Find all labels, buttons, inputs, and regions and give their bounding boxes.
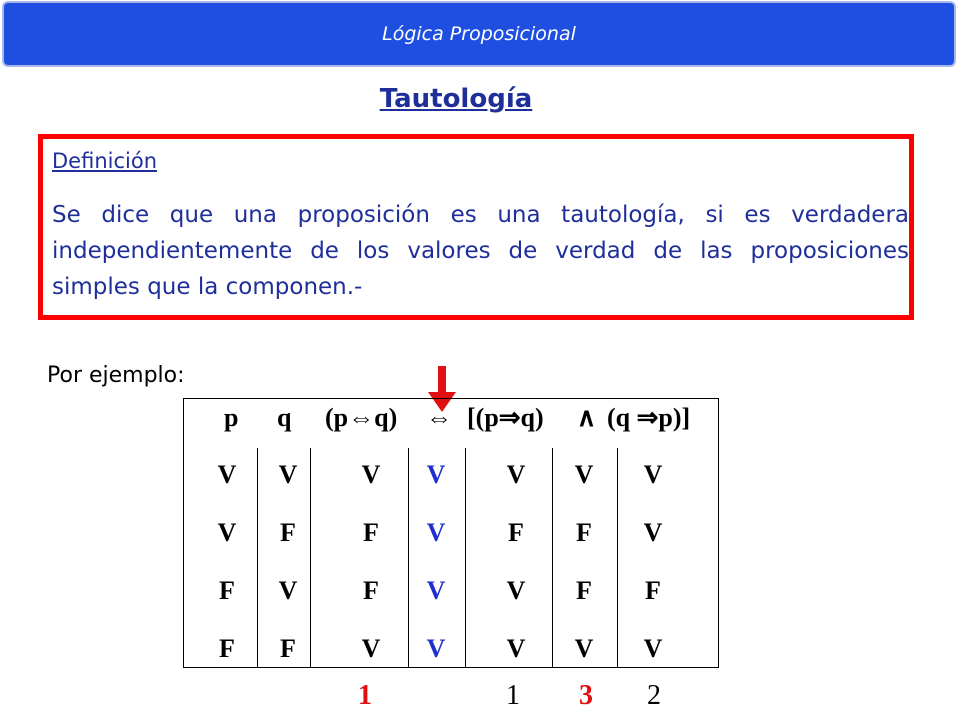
step-number: 2 xyxy=(647,680,661,711)
header-cond-pq: [(p⇒q) xyxy=(467,403,544,432)
cell-bicond-pq-2: F xyxy=(363,518,379,547)
definition-box xyxy=(38,134,914,320)
cell-cond-pq-2: F xyxy=(508,518,524,547)
cell-bicond-pq-3: F xyxy=(363,576,379,605)
header-bicond-pq: (p⇔q) xyxy=(325,403,398,432)
header-cond-qp: (q ⇒p)] xyxy=(607,403,691,432)
cell-bicond-pq-1: V xyxy=(361,460,381,489)
header-and: ∧ xyxy=(577,403,597,432)
definition-text: Se dice que una proposición es una tautología, si es verdadera independientemente de los valores de verdad de las proposiciones simples que la componen.- xyxy=(52,202,909,300)
cell-cond-pq-4: V xyxy=(506,634,526,663)
column-divider xyxy=(408,448,409,668)
step-number: 1 xyxy=(358,680,372,711)
cell-p-4: F xyxy=(219,634,235,663)
header-main-bicond: ⇔ xyxy=(426,403,452,432)
cell-and-3: F xyxy=(576,576,592,605)
header-banner xyxy=(4,3,954,65)
cell-cond-pq-3: V xyxy=(506,576,526,605)
cell-q-2: F xyxy=(280,518,296,547)
page-title: Tautología xyxy=(379,84,533,114)
cell-and-2: F xyxy=(576,518,592,547)
column-divider xyxy=(617,448,618,668)
step-number: 3 xyxy=(579,680,593,711)
cell-bicond-pq-4: V xyxy=(361,634,381,663)
cell-and-4: V xyxy=(574,634,594,663)
cell-cond-qp-4: V xyxy=(643,634,663,663)
header-p: p xyxy=(224,403,239,432)
cell-q-1: V xyxy=(278,460,298,489)
cell-and-1: V xyxy=(574,460,594,489)
header-title: Lógica Proposicional xyxy=(382,23,576,45)
cell-result-4: V xyxy=(426,634,446,663)
cell-cond-qp-3: F xyxy=(645,576,661,605)
cell-cond-pq-1: V xyxy=(506,460,526,489)
cell-p-2: V xyxy=(217,518,237,547)
header-q: q xyxy=(277,403,292,432)
column-divider xyxy=(310,448,311,668)
definition-heading: Definición xyxy=(52,149,157,173)
step-number: 1 xyxy=(506,680,520,711)
cell-q-3: V xyxy=(278,576,298,605)
cell-cond-qp-1: V xyxy=(643,460,663,489)
cell-p-1: V xyxy=(217,460,237,489)
cell-result-3: V xyxy=(426,576,446,605)
column-divider xyxy=(465,448,466,668)
cell-p-3: F xyxy=(219,576,235,605)
cell-result-1: V xyxy=(426,460,446,489)
column-divider xyxy=(552,448,553,668)
cell-cond-qp-2: V xyxy=(643,518,663,547)
cell-q-4: F xyxy=(280,634,296,663)
column-divider xyxy=(257,448,258,668)
example-label: Por ejemplo: xyxy=(47,363,185,388)
header-bar xyxy=(0,0,960,68)
cell-result-2: V xyxy=(426,518,446,547)
